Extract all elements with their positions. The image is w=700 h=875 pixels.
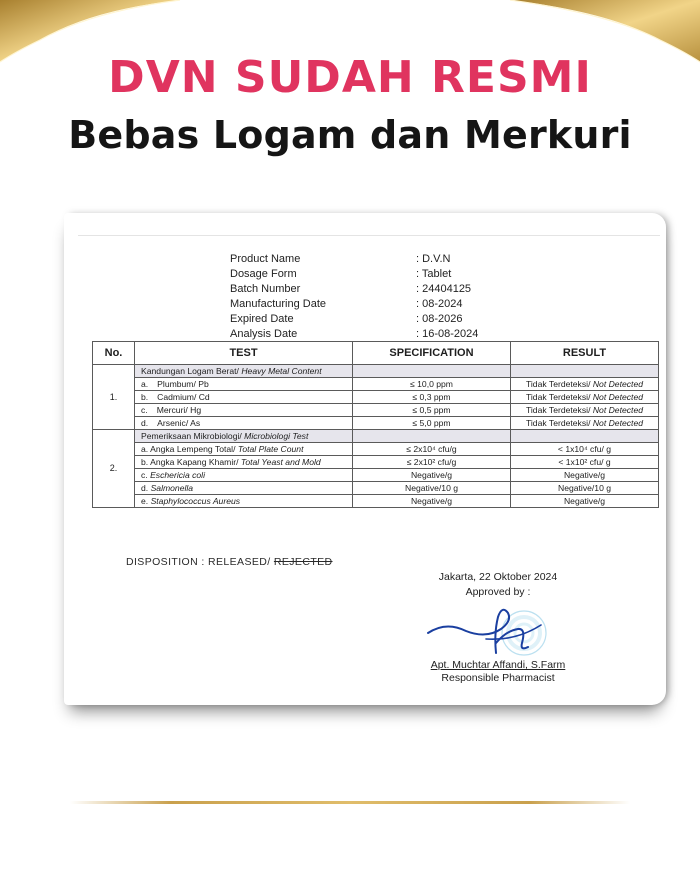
- result-text-en: Not Detected: [592, 417, 644, 428]
- result-text: < 1x10² cfu/ g: [558, 456, 611, 467]
- disposition-label: DISPOSITION : RELEASED/: [126, 556, 274, 568]
- table-row: [93, 391, 659, 404]
- table-group-row: [93, 430, 659, 443]
- specification-text: Negative/g: [410, 495, 453, 506]
- result-text: Negative/g: [563, 495, 606, 506]
- product-info-label: Analysis Date: [230, 328, 298, 340]
- specification-value: [353, 456, 511, 469]
- test-name: [135, 469, 353, 482]
- test-name-en: Total Yeast and Mold: [240, 456, 321, 467]
- test-name: [135, 404, 353, 417]
- product-info-value: : 16-08-2024: [416, 328, 479, 340]
- header-result: RESULT: [511, 342, 659, 365]
- specification-text: ≤ 2x10² cfu/g: [406, 456, 457, 467]
- test-letter: b.: [141, 456, 149, 467]
- table-group-row: [93, 365, 659, 378]
- table-row: [93, 482, 659, 495]
- specification-text: ≤ 0,5 ppm: [412, 404, 451, 415]
- product-info-label: Manufacturing Date: [230, 298, 326, 310]
- test-name-id: Cadmium/ Cd: [157, 391, 210, 402]
- test-name: [135, 391, 353, 404]
- specification-value: [353, 482, 511, 495]
- sign-date: Jakarta, 22 Oktober 2024: [438, 571, 558, 583]
- test-name: [135, 482, 353, 495]
- group-title-en: Heavy Metal Content: [241, 365, 322, 376]
- result-value: [511, 378, 659, 391]
- test-letter: c.: [141, 469, 148, 480]
- result-value: [511, 456, 659, 469]
- test-name: [135, 417, 353, 430]
- specification-value: [353, 443, 511, 456]
- table-row: [93, 417, 659, 430]
- table-row: [93, 404, 659, 417]
- result-text-en: Not Detected: [592, 404, 644, 415]
- result-value: [511, 404, 659, 417]
- table-row: [93, 378, 659, 391]
- product-info-value: : Tablet: [416, 268, 452, 280]
- table-row: [93, 456, 659, 469]
- test-name-id: Angka Kapang Khamir/: [150, 456, 239, 467]
- product-info-label: Product Name: [230, 253, 301, 265]
- specification-value: [353, 378, 511, 391]
- group-number-text: 1.: [109, 391, 118, 402]
- test-name-id: Mercuri/ Hg: [156, 404, 202, 415]
- product-info-value: : 24404125: [416, 283, 472, 295]
- test-letter: a.: [141, 378, 149, 389]
- specification-value: [353, 469, 511, 482]
- test-letter: b.: [141, 391, 149, 402]
- product-info-value: : D.V.N: [416, 253, 451, 265]
- approved-by-label: Approved by :: [465, 586, 531, 598]
- test-name-id: Angka Lempeng Total/: [150, 443, 236, 454]
- specification-text: ≤ 0,3 ppm: [412, 391, 451, 402]
- test-name-en: Salmonella: [150, 482, 194, 493]
- specification-text: Negative/10 g: [404, 482, 459, 493]
- table-row: [93, 443, 659, 456]
- table-row: [93, 469, 659, 482]
- specification-value: [353, 391, 511, 404]
- product-info-row: [230, 312, 556, 327]
- result-text: Tidak Terdeteksi/: [525, 417, 591, 428]
- group-number: [93, 430, 135, 508]
- group-spacer: [511, 365, 659, 378]
- result-text: Negative/g: [563, 469, 606, 480]
- result-text: Negative/10 g: [557, 482, 612, 493]
- headline-subtitle: Bebas Logam dan Merkuri: [68, 113, 632, 157]
- group-title: [135, 365, 353, 378]
- product-info-value: : 08-2024: [416, 298, 463, 310]
- product-info-row: [230, 282, 556, 297]
- result-value: [511, 482, 659, 495]
- product-info-value: : 08-2026: [416, 313, 463, 325]
- headline-title: DVN SUDAH RESMI: [108, 52, 592, 103]
- group-title-id: Pemeriksaan Mikrobiologi/: [141, 430, 242, 441]
- group-spacer: [353, 430, 511, 443]
- test-letter: d.: [141, 482, 149, 493]
- certificate-card: [64, 213, 666, 705]
- header-specification: SPECIFICATION: [353, 342, 511, 365]
- header-no: No.: [93, 342, 135, 365]
- group-spacer: [511, 430, 659, 443]
- group-title-id: Kandungan Logam Berat/: [141, 365, 239, 376]
- group-title-en: Microbiologi Test: [244, 430, 309, 441]
- pharmacist-role: Responsible Pharmacist: [441, 672, 555, 684]
- specification-text: Negative/g: [410, 469, 453, 480]
- test-name: [135, 378, 353, 391]
- test-name-en: Eschericia coli: [150, 469, 206, 480]
- gold-divider: [70, 801, 630, 804]
- product-info-row: [230, 297, 556, 312]
- disposition-rejected: REJECTED: [273, 556, 333, 568]
- analysis-table: [92, 341, 659, 508]
- group-number: [93, 365, 135, 430]
- result-text: Tidak Terdeteksi/: [525, 404, 591, 415]
- disposition: [126, 556, 333, 568]
- specification-text: ≤ 5,0 ppm: [412, 417, 451, 428]
- product-info-label: Expired Date: [230, 313, 294, 325]
- header-test: TEST: [135, 342, 353, 365]
- product-info-label: Dosage Form: [230, 268, 297, 280]
- product-info: [230, 252, 556, 342]
- specification-text: ≤ 2x10⁴ cfu/g: [406, 443, 457, 454]
- test-name: [135, 443, 353, 456]
- test-letter: c.: [141, 404, 148, 415]
- certificate-of-analysis: [78, 235, 660, 688]
- specification-text: ≤ 10,0 ppm: [410, 378, 453, 389]
- test-letter: a.: [141, 443, 149, 454]
- test-name: [135, 456, 353, 469]
- result-text-en: Not Detected: [592, 391, 644, 402]
- table-row: [93, 495, 659, 508]
- product-info-row: [230, 252, 556, 267]
- test-letter: d.: [141, 417, 149, 428]
- group-spacer: [353, 365, 511, 378]
- result-value: [511, 495, 659, 508]
- result-text: < 1x10⁴ cfu/ g: [557, 443, 612, 454]
- signature-with-stamp: [426, 603, 576, 663]
- product-info-label: Batch Number: [230, 283, 301, 295]
- product-info-row: [230, 327, 556, 342]
- test-name-en: Total Plate Count: [237, 443, 304, 454]
- result-text-en: Not Detected: [592, 378, 644, 389]
- result-value: [511, 391, 659, 404]
- group-title: [135, 430, 353, 443]
- result-value: [511, 417, 659, 430]
- test-name-id: Arsenic/ As: [157, 417, 201, 428]
- product-info-row: [230, 267, 556, 282]
- test-letter: e.: [141, 495, 149, 506]
- specification-value: [353, 417, 511, 430]
- result-value: [511, 469, 659, 482]
- result-text: Tidak Terdeteksi/: [525, 391, 591, 402]
- result-value: [511, 443, 659, 456]
- test-name-en: Staphylococcus Aureus: [150, 495, 241, 506]
- test-name: [135, 495, 353, 508]
- pharmacist-name: Apt. Muchtar Affandi, S.Farm: [430, 659, 566, 671]
- result-text: Tidak Terdeteksi/: [525, 378, 591, 389]
- test-name-id: Plumbum/ Pb: [157, 378, 209, 389]
- group-number-text: 2.: [109, 463, 118, 473]
- specification-value: [353, 495, 511, 508]
- specification-value: [353, 404, 511, 417]
